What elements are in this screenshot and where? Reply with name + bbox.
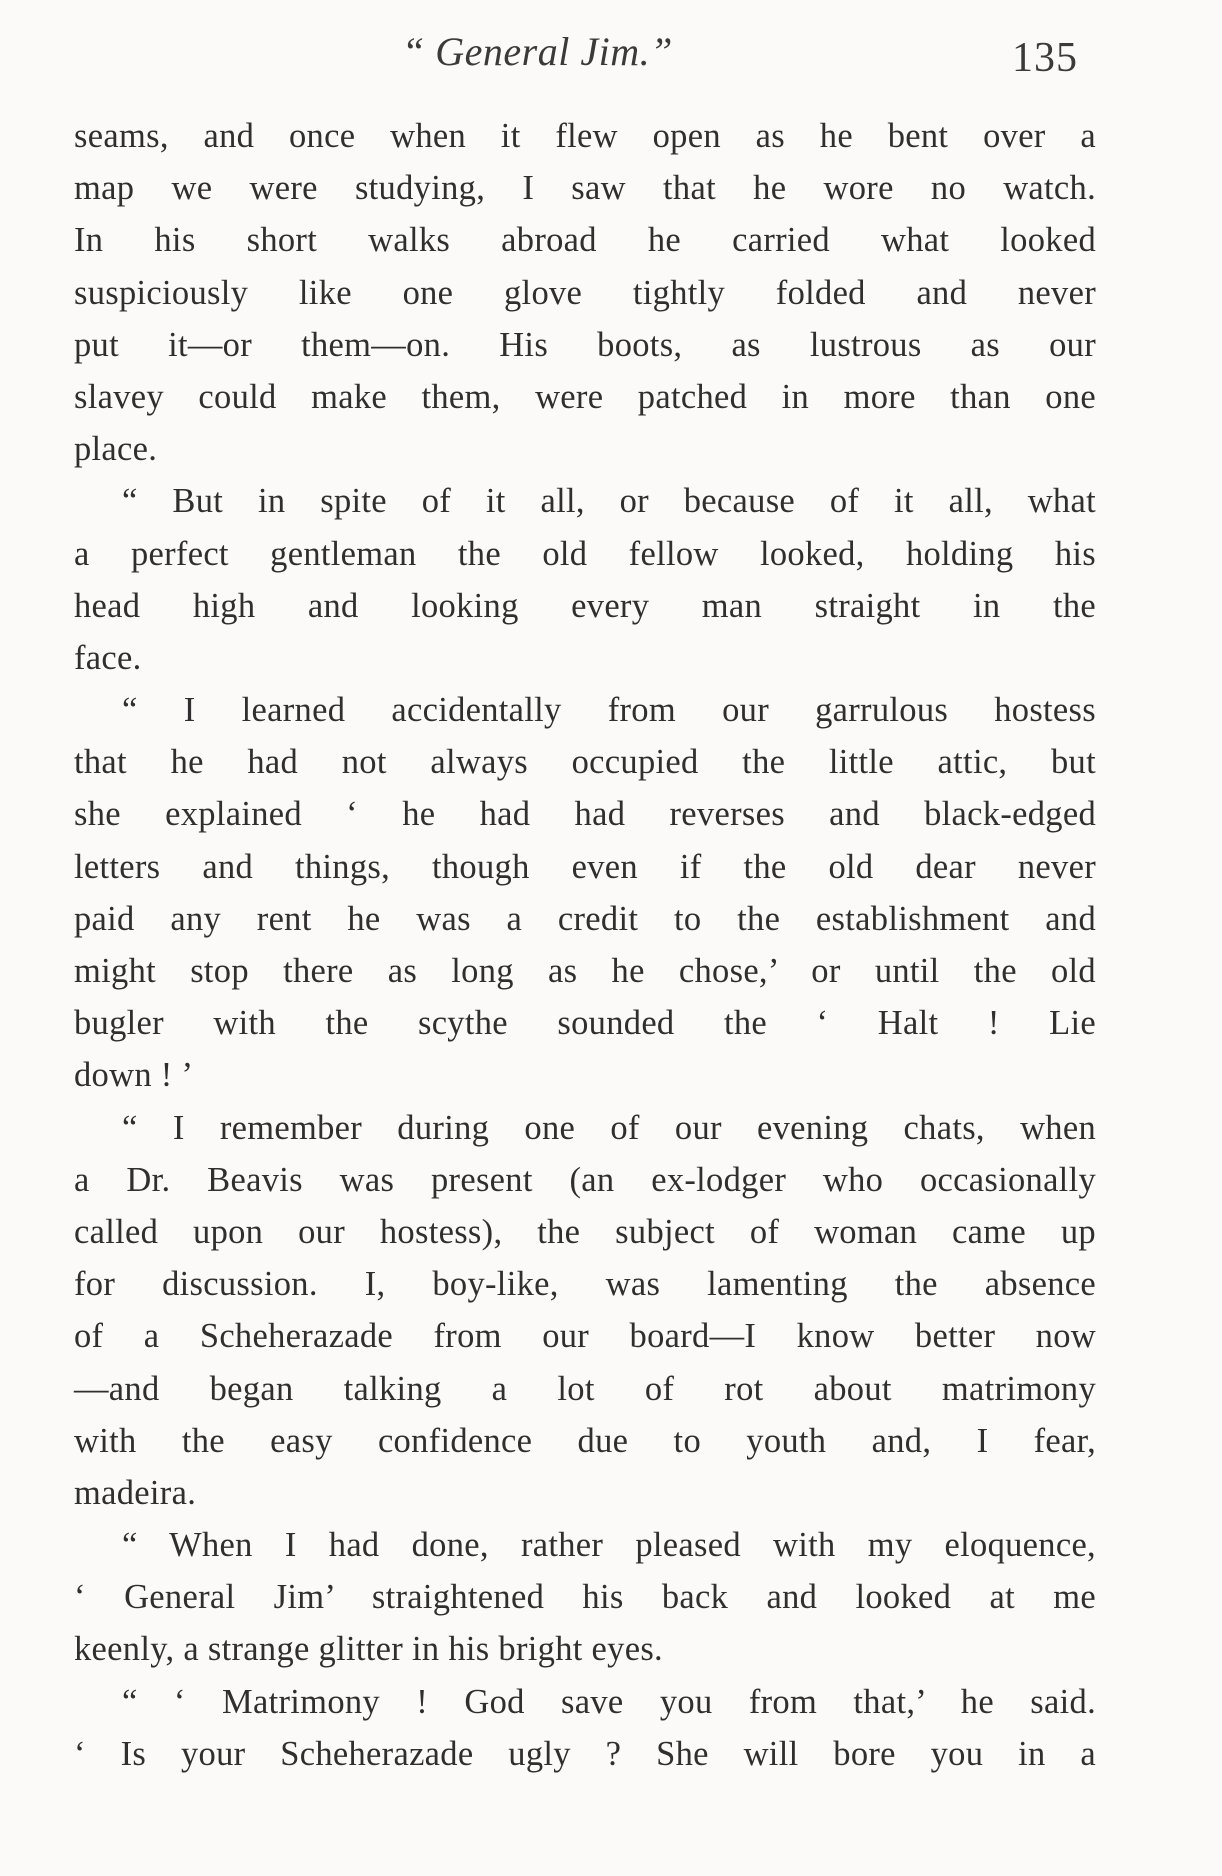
paragraph-start-line: “ ‘ Matrimony ! God save you from that,’ he said. [122, 1682, 1096, 1721]
text-line: ‘ General Jim’ straightened his back and looked at me [74, 1578, 1096, 1617]
text-line: keenly, a strange glitter in his bright eyes. [74, 1630, 663, 1669]
text-line: of a Scheherazade from our board—I know better now [74, 1317, 1096, 1356]
text-line: head high and looking every man straight in the [74, 586, 1096, 625]
paragraph-start-line: “ I learned accidentally from our garrulous hostess [122, 691, 1096, 730]
running-head [0, 22, 1222, 92]
text-line: she explained ‘ he had had reverses and black-edged [74, 795, 1096, 834]
text-line: ‘ Is your Scheherazade ugly ? She will bore you in a [74, 1734, 1096, 1773]
running-title: “ General Jim.” [402, 29, 673, 74]
text-line: that he had not always occupied the little attic, but [74, 743, 1096, 782]
text-line: paid any rent he was a credit to the establishment and [74, 899, 1096, 938]
text-line: a Dr. Beavis was present (an ex-lodger who occasionally [74, 1160, 1096, 1199]
text-line: slavey could make them, were patched in more than one [74, 377, 1096, 416]
text-line: for discussion. I, boy-like, was lamenting the absence [74, 1265, 1096, 1304]
text-line: bugler with the scythe sounded the ‘ Halt ! Lie [74, 1004, 1096, 1043]
text-line: face. [74, 638, 142, 677]
body-text [74, 110, 1096, 1780]
page-number: 135 [1012, 35, 1078, 81]
text-line: might stop there as long as he chose,’ or until the old [74, 952, 1096, 990]
paragraph-start-line: “ When I had done, rather pleased with my eloquence, [122, 1526, 1096, 1565]
text-line: place. [74, 430, 158, 469]
text-line: down ! ’ [74, 1056, 194, 1095]
text-line: called upon our hostess), the subject of woman came up [74, 1212, 1096, 1251]
text-line: In his short walks abroad he carried what looked [74, 221, 1096, 260]
text-line: madeira. [74, 1473, 197, 1512]
text-line: map we were studying, I saw that he wore no watch. [74, 169, 1096, 208]
text-line: with the easy confidence due to youth and, I fear, [74, 1421, 1096, 1460]
paragraph-start-line: “ But in spite of it all, or because of it all, what [122, 482, 1096, 521]
paragraph-start-line: “ I remember during one of our evening chats, when [122, 1108, 1096, 1147]
text-line: put it—or them—on. His boots, as lustrous as our [74, 325, 1096, 364]
text-line: letters and things, though even if the old dear never [74, 847, 1096, 886]
text-line: a perfect gentleman the old fellow looked, holding his [74, 534, 1096, 573]
text-line: —and began talking a lot of rot about matrimony [74, 1369, 1096, 1408]
text-line: seams, and once when it flew open as he bent over a [74, 117, 1096, 155]
text-line: suspiciously like one glove tightly folded and never [74, 273, 1096, 312]
